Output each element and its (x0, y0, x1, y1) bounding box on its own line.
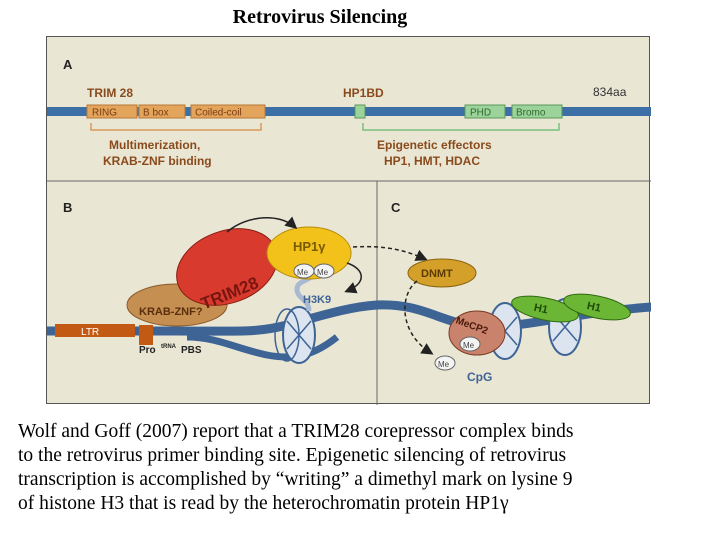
protein-length-label: 834aa (593, 85, 627, 99)
pbs-label: PBS (181, 345, 202, 356)
caption-line-3: transcription is accomplished by “writing” a dimethyl mark on lysine 9 (18, 469, 573, 490)
mecp2-label: MeCP2 (454, 315, 490, 338)
hp1-to-h3k9-arrow (347, 263, 361, 291)
hp1-gamma-label: HP1γ (293, 239, 326, 254)
panel-a (47, 57, 651, 168)
panel-a-label: A (63, 57, 73, 72)
right-function-line2: HP1, HMT, HDAC (384, 154, 481, 168)
hp1-to-dnmt-arrow (353, 247, 425, 259)
trna-label: tRNA (161, 344, 176, 350)
left-bracket (91, 123, 261, 130)
right-bracket (363, 123, 559, 130)
bromo-domain-label: Bromo (516, 107, 546, 119)
methyl-mark-1-label: Me (297, 268, 309, 277)
caption-line-2: to the retrovirus primer binding site. Epigenetic silencing of retrovirus (18, 445, 567, 466)
phd-domain-label: PHD (470, 107, 492, 119)
right-function-line1: Epigenetic effectors (377, 138, 492, 152)
left-function-line1: Multimerization, (109, 138, 201, 152)
hp1bd-domain (355, 105, 365, 118)
caption (18, 420, 714, 516)
caption-line-4: of histone H3 that is read by the heterochromatin protein HP1γ (18, 493, 509, 514)
coiled-coil-domain-label: Coiled-coil (195, 107, 242, 119)
pbs-site (139, 325, 153, 345)
pro-label: Pro (139, 345, 156, 356)
ltr-label: LTR (81, 327, 100, 338)
h3k9-label: H3K9 (303, 294, 332, 306)
h1-linker-2-label: H1 (585, 300, 603, 315)
methyl-mark-3-label: Me (463, 341, 475, 350)
ring-domain-label: RING (92, 107, 117, 119)
retrovirus-silencing-figure (46, 36, 650, 404)
trim28-protein-label: TRIM 28 (87, 86, 134, 100)
panel-c-label: C (391, 200, 401, 215)
panel-b-label: B (63, 200, 73, 215)
hp1bd-label: HP1BD (343, 86, 384, 100)
dnmt-label: DNMT (421, 268, 453, 280)
methyl-mark-2-label: Me (317, 268, 329, 277)
cpg-label: CpG (467, 370, 493, 384)
bbox-domain-label: B box (143, 107, 169, 119)
left-function-line2: KRAB-ZNF binding (103, 154, 212, 168)
trim28-label: TRIM28 (198, 273, 262, 314)
caption-line-1: Wolf and Goff (2007) report that a TRIM28 corepressor complex binds (18, 421, 574, 442)
page-title: Retrovirus Silencing (232, 6, 408, 28)
h1-linker-1-label: H1 (532, 301, 550, 317)
panel-c (353, 200, 633, 384)
methyl-mark-4-label: Me (438, 360, 450, 369)
krab-znf-label: KRAB-ZNF? (139, 306, 203, 318)
